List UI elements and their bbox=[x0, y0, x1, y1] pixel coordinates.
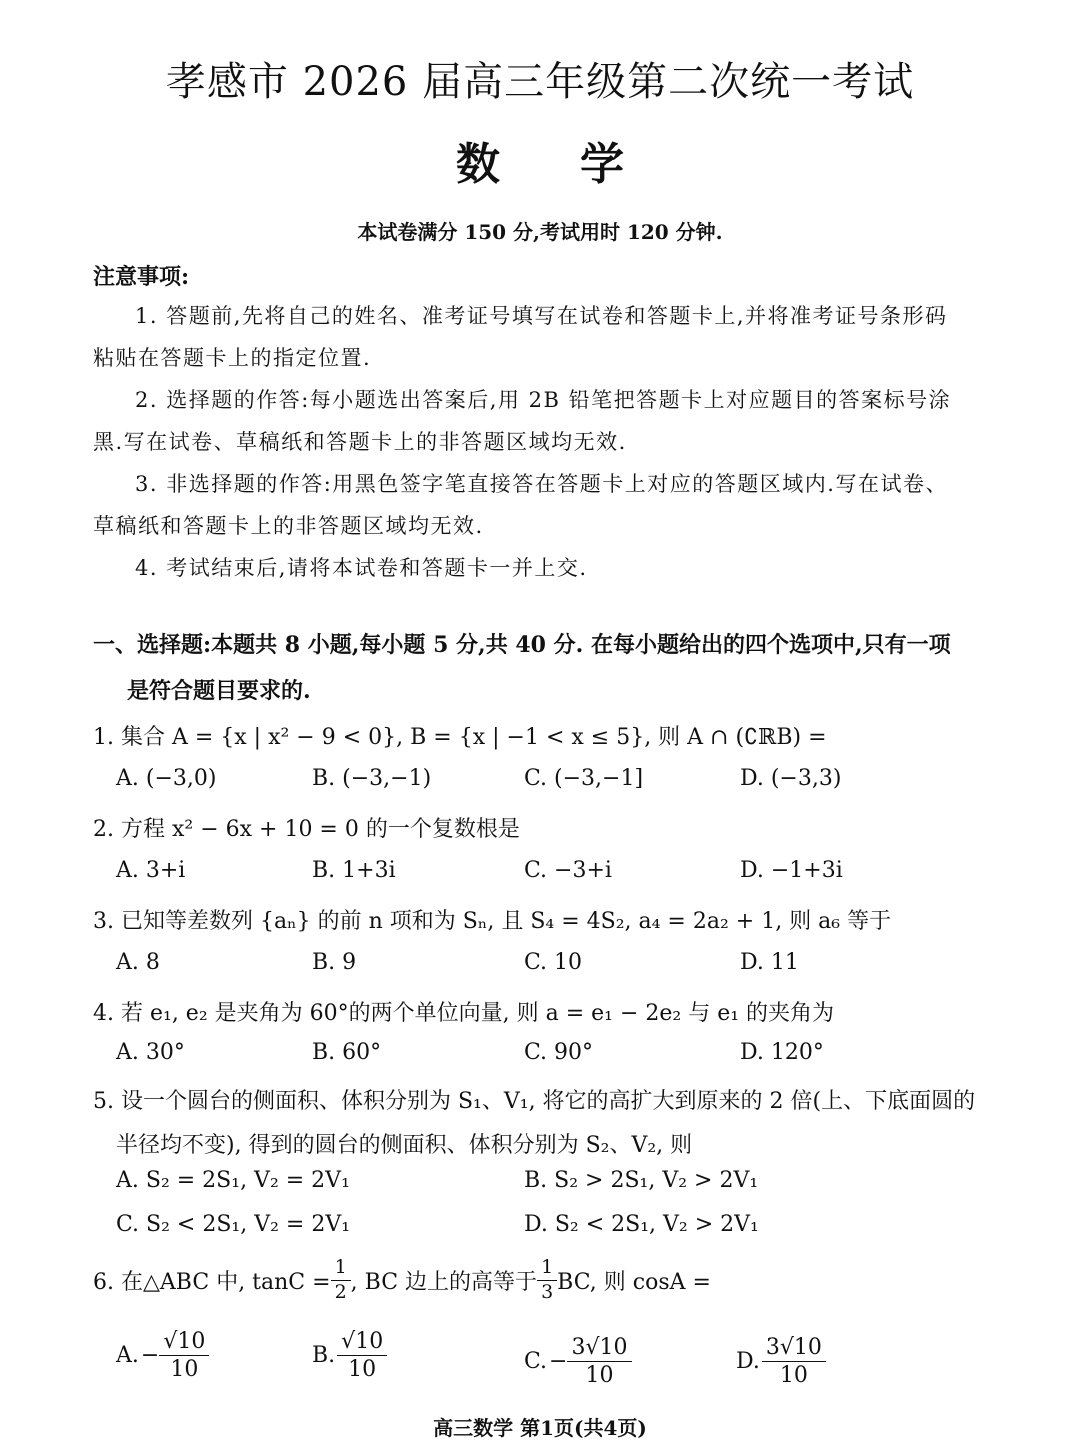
question-4-option-c: C. 90° bbox=[524, 1040, 594, 1065]
question-2-option-d: D. −1+3i bbox=[740, 858, 843, 883]
question-3-option-c: C. 10 bbox=[524, 950, 583, 975]
section-heading-cont: 是符合题目要求的. bbox=[127, 678, 311, 704]
question-1-option-d: D. (−3,3) bbox=[740, 766, 842, 791]
notice-line: 4. 考试结束后,请将本试卷和答题卡一并上交. bbox=[135, 556, 588, 580]
question-6-stem-part: , BC 边上的高等于 bbox=[350, 1269, 538, 1295]
question-2-stem: 2. 方程 x² − 6x + 10 = 0 的一个复数根是 bbox=[93, 817, 520, 842]
question-3-option-d: D. 11 bbox=[740, 950, 799, 975]
question-4-option-d: D. 120° bbox=[740, 1040, 824, 1065]
question-3-option-b: B. 9 bbox=[312, 950, 357, 975]
question-1-option-a: A. (−3,0) bbox=[116, 766, 217, 791]
fraction-denominator: 10 bbox=[779, 1363, 808, 1389]
fraction-denominator: 2 bbox=[334, 1280, 347, 1303]
fraction-denominator: 3 bbox=[541, 1280, 554, 1303]
question-6-stem-part: BC, 则 cosA = bbox=[557, 1269, 711, 1295]
fraction-numerator: √10 bbox=[159, 1330, 209, 1356]
section-heading: 一、选择题:本题共 8 小题,每小题 5 分,共 40 分. 在每小题给出的四个选项中,只有一项 bbox=[93, 632, 951, 658]
notice-line: 3. 非选择题的作答:用黑色签字笔直接答在答题卡上对应的答题区域内.写在试卷、 bbox=[135, 472, 948, 496]
fraction-denominator: 10 bbox=[585, 1363, 614, 1389]
question-5-option-c: C. S₂ < 2S₁, V₂ = 2V₁ bbox=[116, 1212, 351, 1237]
fraction-numerator: 3√10 bbox=[567, 1336, 631, 1362]
question-5-stem-cont: 半径均不变), 得到的圆台的侧面积、体积分别为 S₂、V₂, 则 bbox=[116, 1133, 693, 1158]
notice-line: 粘贴在答题卡上的指定位置. bbox=[93, 346, 372, 370]
fraction-numerator: 1 bbox=[537, 1258, 557, 1281]
option-fraction bbox=[762, 1336, 826, 1387]
question-1-option-c: C. (−3,−1] bbox=[524, 766, 644, 791]
page-footer: 高三数学 第1页(共4页) bbox=[433, 1416, 647, 1440]
option-fraction bbox=[159, 1330, 209, 1381]
notice-line: 草稿纸和答题卡上的非答题区域均无效. bbox=[93, 514, 484, 538]
subject-title: 数学 bbox=[456, 139, 704, 190]
option-label: C. bbox=[524, 1349, 548, 1375]
question-1-option-b: B. (−3,−1) bbox=[312, 766, 432, 791]
notice-line: 1. 答题前,先将自己的姓名、准考证号填写在试卷和答题卡上,并将准考证号条形码 bbox=[135, 304, 948, 328]
fraction-denominator: 10 bbox=[348, 1357, 377, 1383]
question-5-option-d: D. S₂ < 2S₁, V₂ > 2V₁ bbox=[524, 1212, 759, 1237]
question-1-stem: 1. 集合 A = {x | x² − 9 < 0}, B = {x | −1 < x ≤ 5}, 则 A ∩ (∁ℝB) = bbox=[93, 725, 827, 750]
option-fraction bbox=[337, 1330, 387, 1381]
question-3-stem: 3. 已知等差数列 {aₙ} 的前 n 项和为 Sₙ, 且 S₄ = 4S₂, a₄ = 2a₂ + 1, 则 a₆ 等于 bbox=[93, 909, 892, 934]
exam-meta: 本试卷满分 150 分,考试用时 120 分钟. bbox=[357, 220, 723, 244]
option-label: B. bbox=[312, 1343, 336, 1369]
option-label: D. bbox=[736, 1349, 760, 1375]
option-fraction bbox=[567, 1336, 631, 1387]
question-6-option-d bbox=[736, 1336, 826, 1387]
question-6-stem bbox=[93, 1258, 711, 1303]
question-5-option-b: B. S₂ > 2S₁, V₂ > 2V₁ bbox=[524, 1168, 759, 1193]
fraction-one-half bbox=[331, 1258, 351, 1303]
fraction-one-third bbox=[537, 1258, 557, 1303]
fraction-numerator: √10 bbox=[337, 1330, 387, 1356]
question-5-option-a: A. S₂ = 2S₁, V₂ = 2V₁ bbox=[116, 1168, 350, 1193]
question-3-option-a: A. 8 bbox=[116, 950, 160, 975]
question-4-option-a: A. 30° bbox=[116, 1040, 185, 1065]
fraction-denominator: 10 bbox=[170, 1357, 199, 1383]
question-4-stem: 4. 若 e₁, e₂ 是夹角为 60°的两个单位向量, 则 a = e₁ − 2e₂ 与 e₁ 的夹角为 bbox=[93, 1001, 835, 1026]
notice-line: 2. 选择题的作答:每小题选出答案后,用 2B 铅笔把答题卡上对应题目的答案标号涂 bbox=[135, 388, 952, 412]
question-5-stem: 5. 设一个圆台的侧面积、体积分别为 S₁、V₁, 将它的高扩大到原来的 2 倍(上、下底面圆的 bbox=[93, 1089, 976, 1114]
exam-title: 孝感市 2026 届高三年级第二次统一考试 bbox=[165, 59, 915, 105]
option-sign: − bbox=[549, 1349, 568, 1375]
fraction-numerator: 3√10 bbox=[762, 1336, 826, 1362]
notice-title: 注意事项: bbox=[93, 264, 190, 290]
fraction-numerator: 1 bbox=[331, 1258, 351, 1281]
question-6-option-a bbox=[116, 1330, 209, 1381]
question-2-option-c: C. −3+i bbox=[524, 858, 612, 883]
question-6-option-b bbox=[312, 1330, 387, 1381]
option-label: A. bbox=[116, 1343, 139, 1369]
question-6-option-c bbox=[524, 1336, 632, 1387]
option-sign: − bbox=[140, 1343, 160, 1369]
notice-line: 黑.写在试卷、草稿纸和答题卡上的非答题区域均无效. bbox=[93, 430, 627, 454]
question-4-option-b: B. 60° bbox=[312, 1040, 382, 1065]
question-6-stem-part: 6. 在△ABC 中, tanC = bbox=[93, 1269, 331, 1295]
question-2-option-b: B. 1+3i bbox=[312, 858, 396, 883]
question-2-option-a: A. 3+i bbox=[116, 858, 186, 883]
